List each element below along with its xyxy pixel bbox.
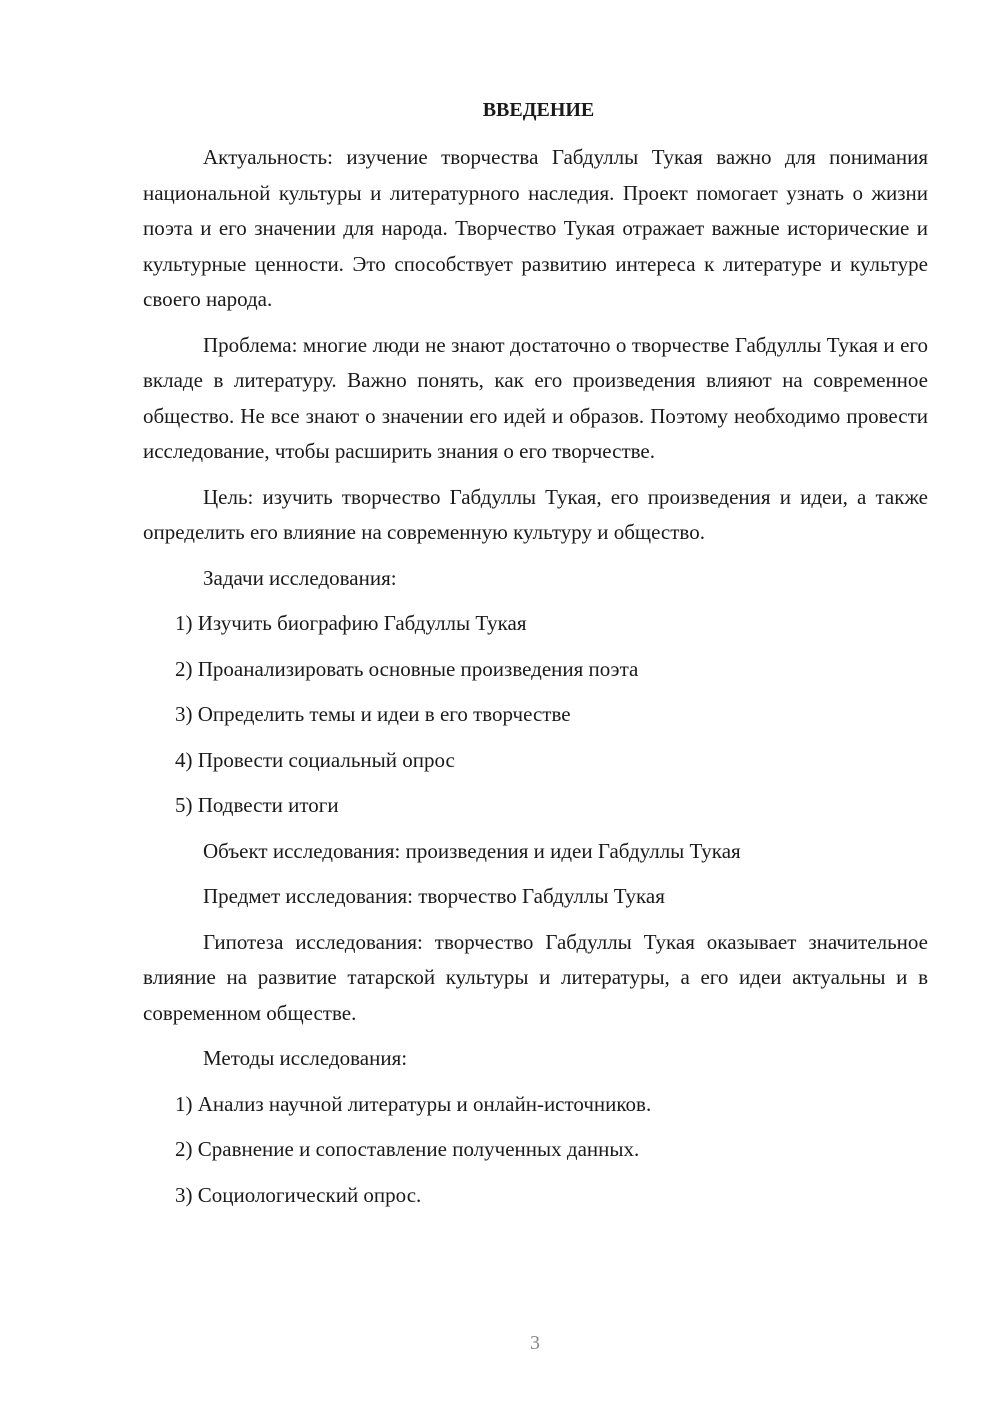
task-item: 1) Изучить биографию Габдуллы Тукая: [175, 611, 527, 635]
task-item: 5) Подвести итоги: [175, 793, 339, 817]
goal-paragraph: Цель: изучить творчество Габдуллы Тукая, его произведения и идеи, а также определить его влияние на современную культуру и общество.: [143, 484, 928, 544]
problem-paragraph: Проблема: многие люди не знают достаточно о творчестве Габдуллы Тукая и его вкладе в литературу. Важно понять, как его произведения влияют на современное общество. Не все знают о значении его идей и образов. Поэтому необходимо провести исследование, чтобы расширить знания о его творчестве.: [143, 332, 928, 463]
research-object: Объект исследования: произведения и идеи Габдуллы Тукая: [203, 838, 741, 863]
methods-heading: Методы исследования:: [203, 1046, 408, 1070]
page-title: ВВЕДЕНИЕ: [482, 99, 595, 121]
method-item: 2) Сравнение и сопоставление полученных данных.: [175, 1137, 640, 1161]
hypothesis-paragraph: Гипотеза исследования: творчество Габдуллы Тукая оказывает значительное влияние на развитие татарской культуры и литературы, а его идеи актуальны и в современном обществе.: [143, 929, 928, 1025]
method-item: 1) Анализ научной литературы и онлайн-источников.: [175, 1091, 652, 1116]
research-subject: Предмет исследования: творчество Габдуллы Тукая: [203, 884, 665, 908]
tasks-heading: Задачи исследования:: [203, 565, 397, 590]
task-item: 2) Проанализировать основные произведения поэта: [175, 656, 639, 681]
method-item: 3) Социологический опрос.: [175, 1182, 422, 1207]
task-item: 3) Определить темы и идеи в его творчестве: [175, 702, 571, 726]
page-number: 3: [530, 1332, 540, 1354]
relevance-paragraph: Актуальность: изучение творчества Габдуллы Тукая важно для понимания национальной культуры и литературного наследия. Проект помогает узнать о жизни поэта и его значении для народа. Творчество Тукая отражает важные исторические и культурные ценности. Это способствует развитию интереса к литературе и культуре своего народа.: [143, 145, 928, 311]
task-item: 4) Провести социальный опрос: [175, 747, 455, 772]
page-content: [143, 96, 928, 1223]
